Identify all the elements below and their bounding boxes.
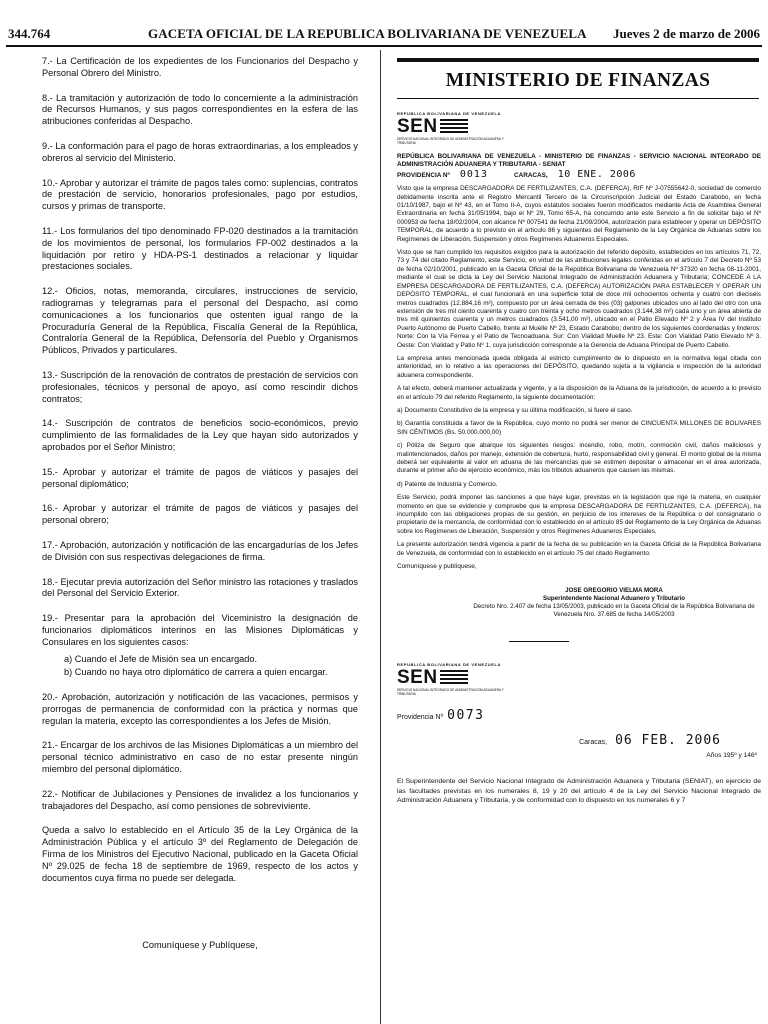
gazette-date: Jueves 2 de marzo de 2006 <box>613 26 760 41</box>
logo-stripes-icon <box>440 119 468 135</box>
logo-word: SEN <box>397 116 438 137</box>
date2-label: Caracas, <box>579 739 608 747</box>
providencia-line <box>397 168 761 180</box>
providencia-2-date <box>397 733 761 748</box>
ministry-title: MINISTERIO DE FINANZAS <box>445 70 711 91</box>
list-item: 14.- Suscripción de contratos de beneficios socio-económicos, previo cumplimiento de las formalidades de la Ley que hayan sido autorizados y aprobados por el Señor Ministro; <box>42 418 358 452</box>
paragraph: La presente autorización tendrá vigencia a partir de la fecha de su publicación en la Gaceta Oficial de la República Bolivariana de Venezuela, de conformidad con lo establecido en el artículo 75 del citado Reglamento. <box>397 541 761 557</box>
prov-number: 0013 <box>459 168 488 180</box>
logo-top-text: REPUBLICA BOLIVARIANA DE VENEZUELA <box>397 662 502 668</box>
signature-decree: Decreto Nro. 2.407 de fecha 13/05/2003, publicado en la Gaceta Oficial de la República Bolivariana de Venezuela Nro. 37.685 de fecha 14/05/2003 <box>473 603 755 619</box>
ministry-banner <box>397 58 759 99</box>
prov2-label: Providencia Nº <box>397 714 444 722</box>
paragraph: Comuníquese y publíquese, <box>397 563 477 571</box>
date2-value: 06 FEB. 2006 <box>615 733 721 749</box>
seniat-logo-2 <box>397 662 517 696</box>
paragraph: La empresa antes mencionada queda obligada al estricto cumplimiento de lo dispuesto en la normativa legal citada con anterioridad, en lo relativo a las operaciones del DEPÓSITO, quedando sujeta a la vigilancia e inspección de la autoridad aduanera correspondiente. <box>397 354 761 379</box>
list-item: 18.- Ejecutar previa autorización del Señor ministro las rotaciones y traslados del Personal del Servicio Exterior. <box>42 576 358 599</box>
item-19-sublist <box>64 654 358 679</box>
column-divider <box>380 50 381 1024</box>
left-column <box>42 56 358 952</box>
gazette-header <box>0 0 768 46</box>
paragraph: Este Servicio, podrá imponer las sanciones a que haye lugar, previstas en la legislación que rige la materia, en cualquier momento en que se evidencie y compruebe que la empresa DESCARGADORA DE FERTILIZANTES, C.A. (DEFERCA), ha incumplido con las obligaciones propias de su gestión, en perjuicio de los intereses de la República o del consignatario o propietario de la mercancía, de conformidad con lo establecido en el artículo 85 del Reglamento de la Ley Orgánica de Aduanas sobre los Regímenes de Liberación, Suspensión y otros Regímenes Aduaneros Especiales. <box>397 494 761 535</box>
logo-top-text: REPUBLICA BOLIVARIANA DE VENEZUELA <box>397 111 502 116</box>
city-label: CARACAS, <box>513 171 548 179</box>
page-number: 344.764 <box>8 26 51 41</box>
paragraph: Visto que la empresa DESCARGADORA DE FERTILIZANTES, C.A. (DEFERCA), RIF Nº J-07555642-0, sociedad de comercio debidamente inscrita ante el Registro Mercantil Tercero de la Circunscripción Judicial del Estado Carabobo, en fecha 01/10/1987, bajo el Nº 43, en el Tomo II-A, cuyos estatutos sociales fueron modificados mediante Acta de Asamblea General Extraordinaria en fecha 31/05/1994, bajo el Nº 29, Tomo 65-A, ha concurrido ante este Servicio a fin de solicitar bajo el Nº 000953 de fecha 18/02/2004, con alcance Nº 007541 de fecha 21/09/2004, autorización para establecer y operar un DEPÓSITO TEMPORAL, de acuerdo a lo previsto en el artículo 86 y siguientes del Reglamento de la Ley Orgánica de Aduanas sobre los Regímenes de Liberación, Suspensión y otros Regímenes Aduaneros Especiales. <box>397 185 761 243</box>
signature-title: Superintendente Nacional Aduanero y Tributario <box>542 595 686 603</box>
list-item: 22.- Notificar de Jubilaciones y Pensiones de invalidez a los funcionarios y trabajadores del Despacho, así como pensiones de sobreviviente. <box>42 788 358 811</box>
section-rule <box>509 641 569 642</box>
prov-label: PROVIDENCIA Nº <box>397 171 450 179</box>
header-rule <box>6 45 762 47</box>
prov-date: 10 ENE. 2006 <box>557 168 636 180</box>
paragraph: a) Documento Constitutivo de la empresa y su última modificación, si fuere el caso. <box>397 406 633 414</box>
list-item: 16.- Aprobar y autorizar el trámite de pagos de viáticos y pasajes del personal obrero; <box>42 503 358 526</box>
signature-name: JOSE GREGORIO VIELMA MORA <box>565 587 663 595</box>
list-item: 10.- Aprobar y autorizar el trámite de pagos tales como: suplencias, contratos de prestación de servicio, honorarios profesionales, pago por estudios, cursos y primas de transporte. <box>42 177 358 212</box>
right-column <box>397 58 761 806</box>
list-item: 9.- La conformación para el pago de horas extraordinarias, a los empleados y obreros al servicio del Ministerio. <box>42 140 358 163</box>
sublist-item: a) Cuando el Jefe de Misión sea un encargado. <box>64 654 258 665</box>
logo-stripes-icon <box>440 670 468 686</box>
seniat-logo <box>397 111 517 145</box>
logo-subtitle: SERVICIO NACIONAL INTEGRADO DE ADMINISTRACIÓN ADUANERA Y TRIBUTARIA <box>397 688 504 697</box>
providencia-heading: REPÚBLICA BOLIVARIANA DE VENEZUELA - MINISTERIO DE FINANZAS - SERVICIO NACIONAL INTEGRADO DE ADMINISTRACIÓN ADUANERA Y TRIBUTARIA - SENIAT <box>397 153 761 169</box>
years-line: Años 195º y 146º <box>706 752 757 760</box>
list-item: 21.- Encargar de los archivos de las Misiones Diplomáticas a un miembro del personal técnico administrativo en caso de no estar presente ningún miembro del personal diplomático. <box>42 740 358 775</box>
gazette-title: GACETA OFICIAL DE LA REPUBLICA BOLIVARIANA DE VENEZUELA <box>148 26 587 41</box>
paragraph: Visto que se han cumplido los requisitos exigidos para la autorización del referido depósito, establecidos en los artículos 71, 72, 73 y 74 del citado Reglamento, este Servicio, en virtud de las atribuciones legales conferidas en el artículo 7 del Decreto Nº 53 de fecha 02/10/2001, publicado en la Gaceta Oficial de la República Bolivariana de Venezuela Nº 37320 en fecha 08-11-2001, mediante el cual se dicta la Ley del Servicio Nacional Integrado de Administración Aduanera y Tributaria; CONCEDE A LA EMPRESA DESCARGADORA DE FERTILIZANTES, C.A. (DEFERCA) AUTORIZACIÓN PARA ESTABLECER Y OPERAR UN DEPÓSITO TEMPORAL, el cual funcionará en una superficie total de doce mil ochocientos ochenta y cuatro con dieciséis metros cuadrados (12.884,16 m²), compuesto por un área cerrada de tres (03) galpones ubicados uno al lado del otro con una extensión de tres mil ciento cuarenta y cuatro con treinta y ocho metros cuadrados (3.144,38 m²) cada uno y un área abierta de tres mil quinientos cuarenta y un metros cuadrados (3.541,00 m²), ubicado en el Patio Elevado Nº 2 y Área IV del Instituto Puerto Autónomo de Puerto Cabello, frente al Muelle Nº 23, Estado Carabobo; dentro de los siguientes coordenadas y linderos: Norte: Con la Vía Férrea y el Patio de Tecnoaduana. Sur: Con Vialidad Muelle Nº 23. Este: Con Vialidad Patio Elevado Nº 3. Oeste: Con Vialidad y Patio Nº 1, cuya jurisdicción corresponde a la Gerencia de Aduana Principal de Puerto Cabello. <box>397 249 761 349</box>
signature-block <box>397 587 761 619</box>
closing-paragraph: Queda a salvo lo establecido en el Artículo 35 de la Ley Orgánica de la Administración Pública y el artículo 3º del Reglamento de Delegación de Firma de los Ministros del Ejecutivo Nacional, publicado en la Gaceta Oficial Nº 29.025 de fecha 18 de septiembre de 1969, respecto de los actos y documentos cuya firma no puede ser delegada. <box>42 825 358 883</box>
prov2-number: 0073 <box>447 708 485 724</box>
sublist-item: b) Cuando no haya otro diplomático de carrera a quien encargar. <box>64 667 328 678</box>
paragraph: A tal efecto, deberá mantener actualizada y vigente, y a la disposición de la Aduana de la jurisdicción, de acuerdo a lo previsto en el artículo 79 del referido Reglamento, la siguiente documentación: <box>397 385 761 401</box>
list-item: 11.- Los formularios del tipo denominado FP-020 destinados a la tramitación de los movimientos de personal, los formularios FP-002 destinados a la liquidación por retiro y HDA-PS-1 destinados a relacionar y liquidar prestaciones sociales. <box>42 225 358 272</box>
list-item: 13.- Suscripción de la renovación de contratos de prestación de servicios con profesionales, técnicos y personal de apoyo, así como rescindir dichos contratos; <box>42 369 358 404</box>
final-paragraph: El Superintendente del Servicio Nacional Integrado de Administración Aduanera y Tributaria (SENIAT), en ejercicio de las facultades previstas en los numerales 8, 19 y 20 del artículo 4 de la Ley del Servicio Nacional Integrado de Administración Aduanera y Tributaria, y de conformidad con lo dispuesto en los numerales 6 y 7 <box>397 778 761 805</box>
list-item: 8.- La tramitación y autorización de todo lo concerniente a la administración de Recursos Humanos, y sus pagos correspondientes en la esfera de las atribuciones conferidas al Despacho. <box>42 92 358 127</box>
logo-word: SEN <box>397 667 438 689</box>
sign-off: Comuníquese y Publíquese, <box>142 940 258 951</box>
list-item: 7.- La Certificación de los expedientes de los Funcionarios del Despacho y Personal Obrero del Ministro. <box>42 56 358 78</box>
providencia-2-line <box>397 708 761 723</box>
paragraph: c) Póliza de Seguro que abarque los siguientes riesgos: incendio, robo, motín, conmoción civil, daños maliciosos y malintencionados, daños por manejo, extensión de cobertura, hurto, responsabilidad civil y general. El monto global de la misma deberá ser equivalente al valor en aduana de las mercancías que se estimen depositar o almacenar en el área autorizada, durante el primer año de ejercicio económico, más los tributos aduaneros que causen las mismas. <box>397 442 761 475</box>
paragraph: d) Patente de Industria y Comercio. <box>397 480 498 488</box>
list-item <box>42 613 358 679</box>
paragraph: b) Garantía constituida a favor de la República, cuyo monto no podrá ser menor de CINCUENTA MILLONES DE BOLIVARES SIN CÉNTIMOS (Bs. 50.000.000,00) <box>397 420 761 436</box>
list-item: 17.- Aprobación, autorización y notificación de las encargadurías de los Jefes de División con sus respectivas delegaciones de firma. <box>42 539 358 562</box>
list-item: 20.- Aprobación, autorización y notificación de las vacaciones, permisos y prorrogas de permanencia de conformidad con la práctica y normas que regulan la materia, excepto las correspondientes a los Jefes de Misión. <box>42 692 358 726</box>
list-item: 12.- Oficios, notas, memoranda, circulares, instrucciones de servicio, radiogramas y telegramas para el personal del Despacho, así como comunicaciones a los funcionarios que ostenten igual rango de la Procuraduría General de la República, Fiscalía General de la República, Contraloría General de la República, Defensoría del Pueblo y Organismos Públicos, Privados y particulares. <box>42 286 358 356</box>
item-19: 19.- Presentar para la aprobación del Viceministro la designación de funcionarios diplomáticos interinos en las Misiones Diplomáticas y Consulares en los siguientes casos: <box>42 613 358 647</box>
list-item: 15.- Aprobar y autorizar el trámite de pagos de viáticos y pasajes del personal diplomático; <box>42 466 358 489</box>
logo-subtitle: SERVICIO NACIONAL INTEGRADO DE ADMINISTRACIÓN ADUANERA Y TRIBUTARIA <box>397 137 504 145</box>
